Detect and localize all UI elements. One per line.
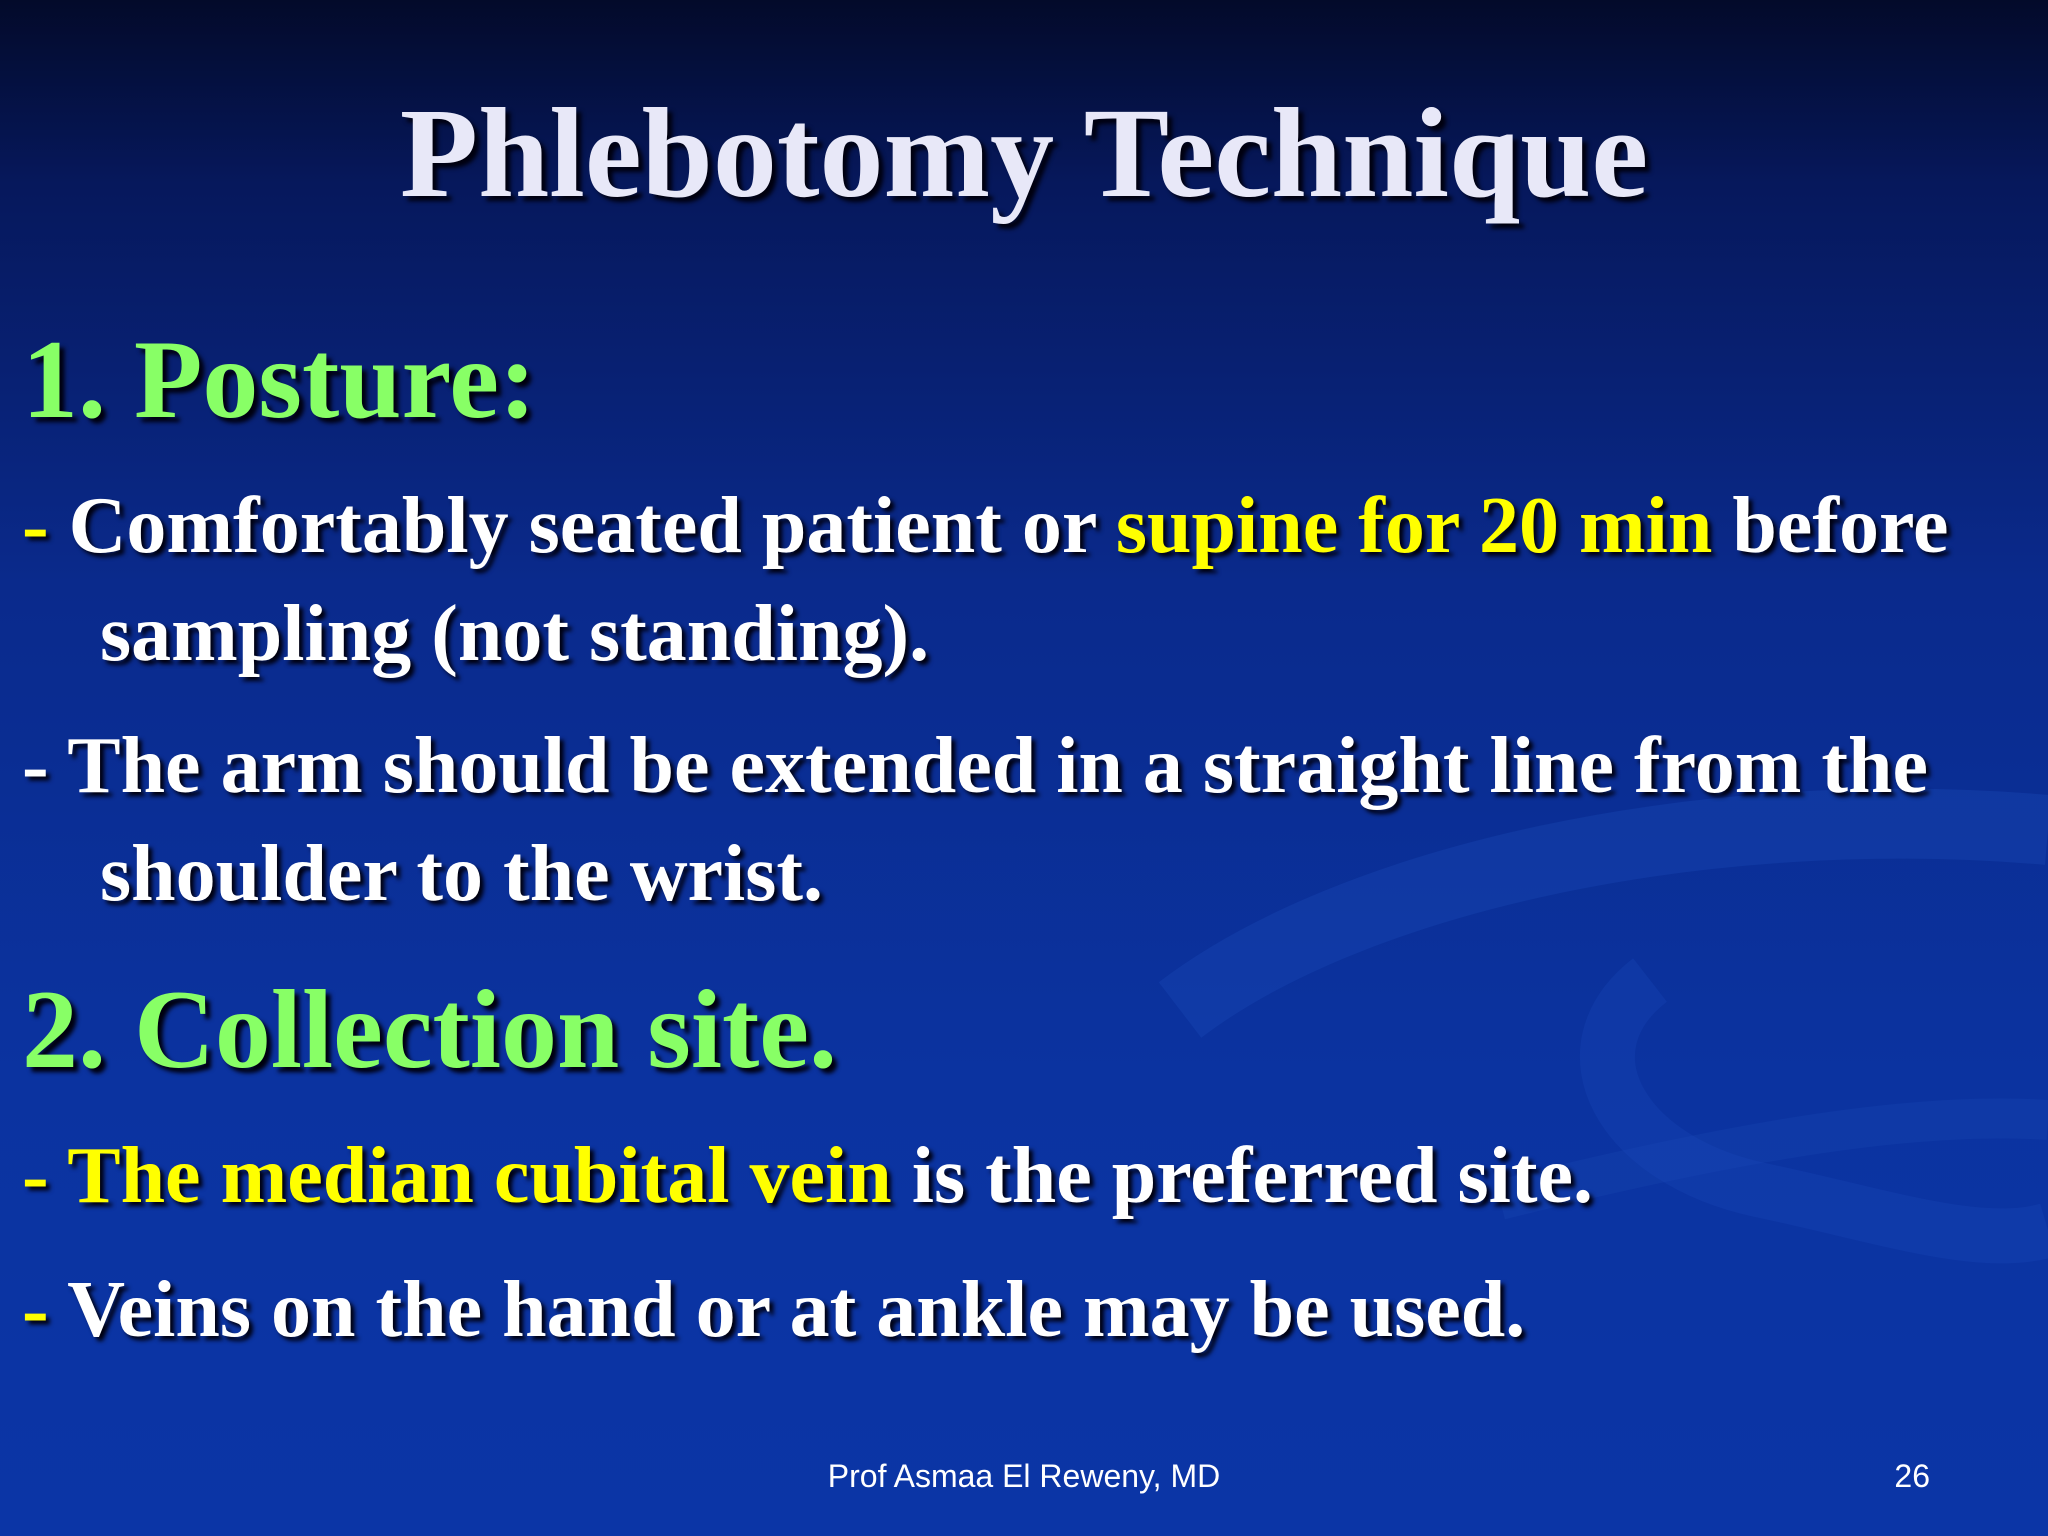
bullet-posture-seated bbox=[22, 472, 2012, 688]
bullet-text-after: before sampling (not standing). bbox=[100, 482, 1949, 678]
footer-author: Prof Asmaa El Reweny, MD bbox=[827, 1458, 1221, 1494]
bullet-highlight: The median cubital vein bbox=[67, 1132, 892, 1220]
bullet-text-after: is the preferred site. bbox=[891, 1132, 1594, 1220]
bullet-text: Veins on the hand or at ankle may be used. bbox=[67, 1266, 1526, 1354]
bullet-dash: - bbox=[22, 1266, 68, 1354]
bullet-dash: - bbox=[22, 722, 68, 810]
slide-page-number: 26 bbox=[1894, 1458, 1930, 1494]
bullet-text: The arm should be extended in a straight line from the shoulder to the wrist. bbox=[67, 722, 1928, 918]
bullet-dash: - bbox=[22, 1132, 68, 1220]
section-heading-posture: 1. Posture: bbox=[22, 318, 537, 442]
section-heading-collection-site: 2. Collection site. bbox=[22, 968, 837, 1092]
bullet-collection-median-cubital bbox=[22, 1122, 2012, 1230]
bullet-text: Comfortably seated patient or bbox=[68, 482, 1116, 570]
bullet-highlight: supine for 20 min bbox=[1115, 482, 1713, 570]
bullet-collection-alt-veins bbox=[22, 1256, 2012, 1364]
slide-title: Phlebotomy Technique bbox=[399, 82, 1649, 224]
bullet-posture-arm bbox=[22, 712, 2012, 928]
bullet-dash: - bbox=[22, 482, 69, 570]
